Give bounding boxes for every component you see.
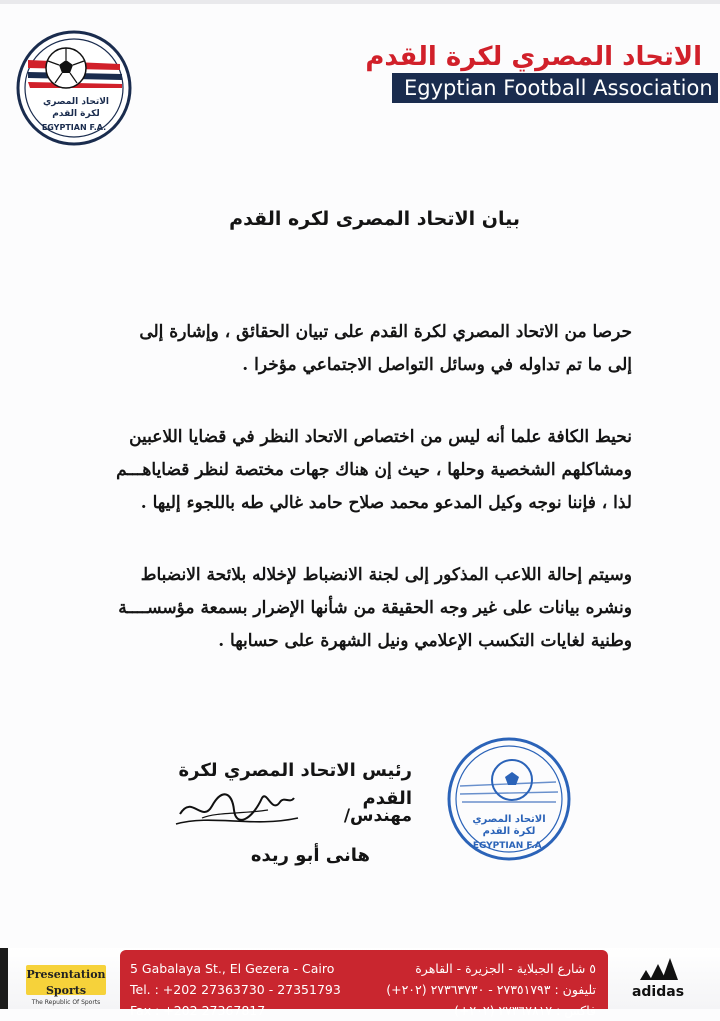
efa-stamp-icon xyxy=(446,736,572,862)
handwritten-signature xyxy=(172,784,302,834)
efa-logo-icon xyxy=(16,30,132,146)
paragraph-line: حرصا من الاتحاد المصري لكرة القدم على تبيان الحقائق ، وإشارة إلى xyxy=(139,322,632,342)
svg-text:الاتحاد المصري: الاتحاد المصري xyxy=(43,97,109,107)
sponsor-name: Presentation Sports xyxy=(26,968,106,997)
paragraph-2 xyxy=(70,421,632,520)
fax-ar: فاكس : ٢٧٣٦٧٨١٧ (٢٠٢+) xyxy=(454,1003,596,1018)
paragraph-line: لذا ، فإننا نوجه وكيل المدعو محمد صلاح حامد غالي طه باللجوء إليها . xyxy=(140,493,632,513)
adidas-logo xyxy=(624,956,692,1004)
svg-text:EGYPTIAN F.A.: EGYPTIAN F.A. xyxy=(472,841,546,851)
engineer-label: مهندس/ xyxy=(343,806,412,826)
address-ar: ٥ شارع الجبلاية - الجزيرة - القاهرة xyxy=(415,961,596,976)
org-name-english: Egyptian Football Association xyxy=(392,73,718,103)
org-name-arabic: الاتحاد المصري لكرة القدم xyxy=(365,42,702,72)
svg-text:EGYPTIAN F.A.: EGYPTIAN F.A. xyxy=(41,123,107,132)
svg-text:لكرة القدم: لكرة القدم xyxy=(482,826,536,837)
tel-en: Tel. : +202 27363730 - 27351793 xyxy=(130,982,341,997)
svg-text:الاتحاد المصري: الاتحاد المصري xyxy=(472,814,546,825)
presentation-sports-logo xyxy=(26,965,106,1006)
paragraph-1 xyxy=(70,316,632,382)
svg-text:لكرة القدم: لكرة القدم xyxy=(52,109,100,119)
paragraph-line: ونشره بيانات على غير وجه الحقيقة من شأنها الإضرار بسمعة مؤسســــة xyxy=(118,598,632,618)
footer-edge xyxy=(0,948,8,1009)
signatory-title: رئيس الاتحاد المصري لكرة القدم xyxy=(178,760,412,809)
top-border xyxy=(0,0,720,4)
tel-ar: تليفون : ٢٧٣٥١٧٩٣ - ٢٧٣٦٣٧٣٠ (٢٠٢+) xyxy=(386,982,596,997)
fax-en: Fax : +202 27367817 xyxy=(130,1003,266,1018)
signatory-name: هانى أبو ريده xyxy=(250,845,370,866)
paragraph-line: وسيتم إحالة اللاعب المذكور إلى لجنة الانضباط لإخلاله بلائحة الانضباط xyxy=(140,565,632,585)
adidas-stripes-icon xyxy=(636,956,680,980)
address-en: 5 Gabalaya St., El Gezera - Cairo xyxy=(130,961,335,976)
paragraph-line: وطنية لغايات التكسب الإعلامي ونيل الشهرة على حسابها . xyxy=(218,631,632,651)
sponsor-tagline: The Republic Of Sports xyxy=(31,999,101,1006)
paragraph-line: ومشاكلهم الشخصية وحلها ، حيث إن هناك جهات مختصة لنظر قضاياهـــم xyxy=(116,460,632,480)
paragraph-3 xyxy=(70,559,632,658)
paragraph-line: إلى ما تم تداوله في وسائل التواصل الاجتماعي مؤخرا . xyxy=(242,355,632,375)
footer-contact-en xyxy=(130,958,360,1021)
paragraph-line: نحيط الكافة علما أنه ليس من اختصاص الاتحاد النظر في قضايا اللاعبين xyxy=(129,427,632,447)
footer-contact-ar xyxy=(360,958,596,1021)
statement-title: بيان الاتحاد المصرى لكره القدم xyxy=(229,208,520,230)
adidas-wordmark: adidas xyxy=(631,984,685,1000)
